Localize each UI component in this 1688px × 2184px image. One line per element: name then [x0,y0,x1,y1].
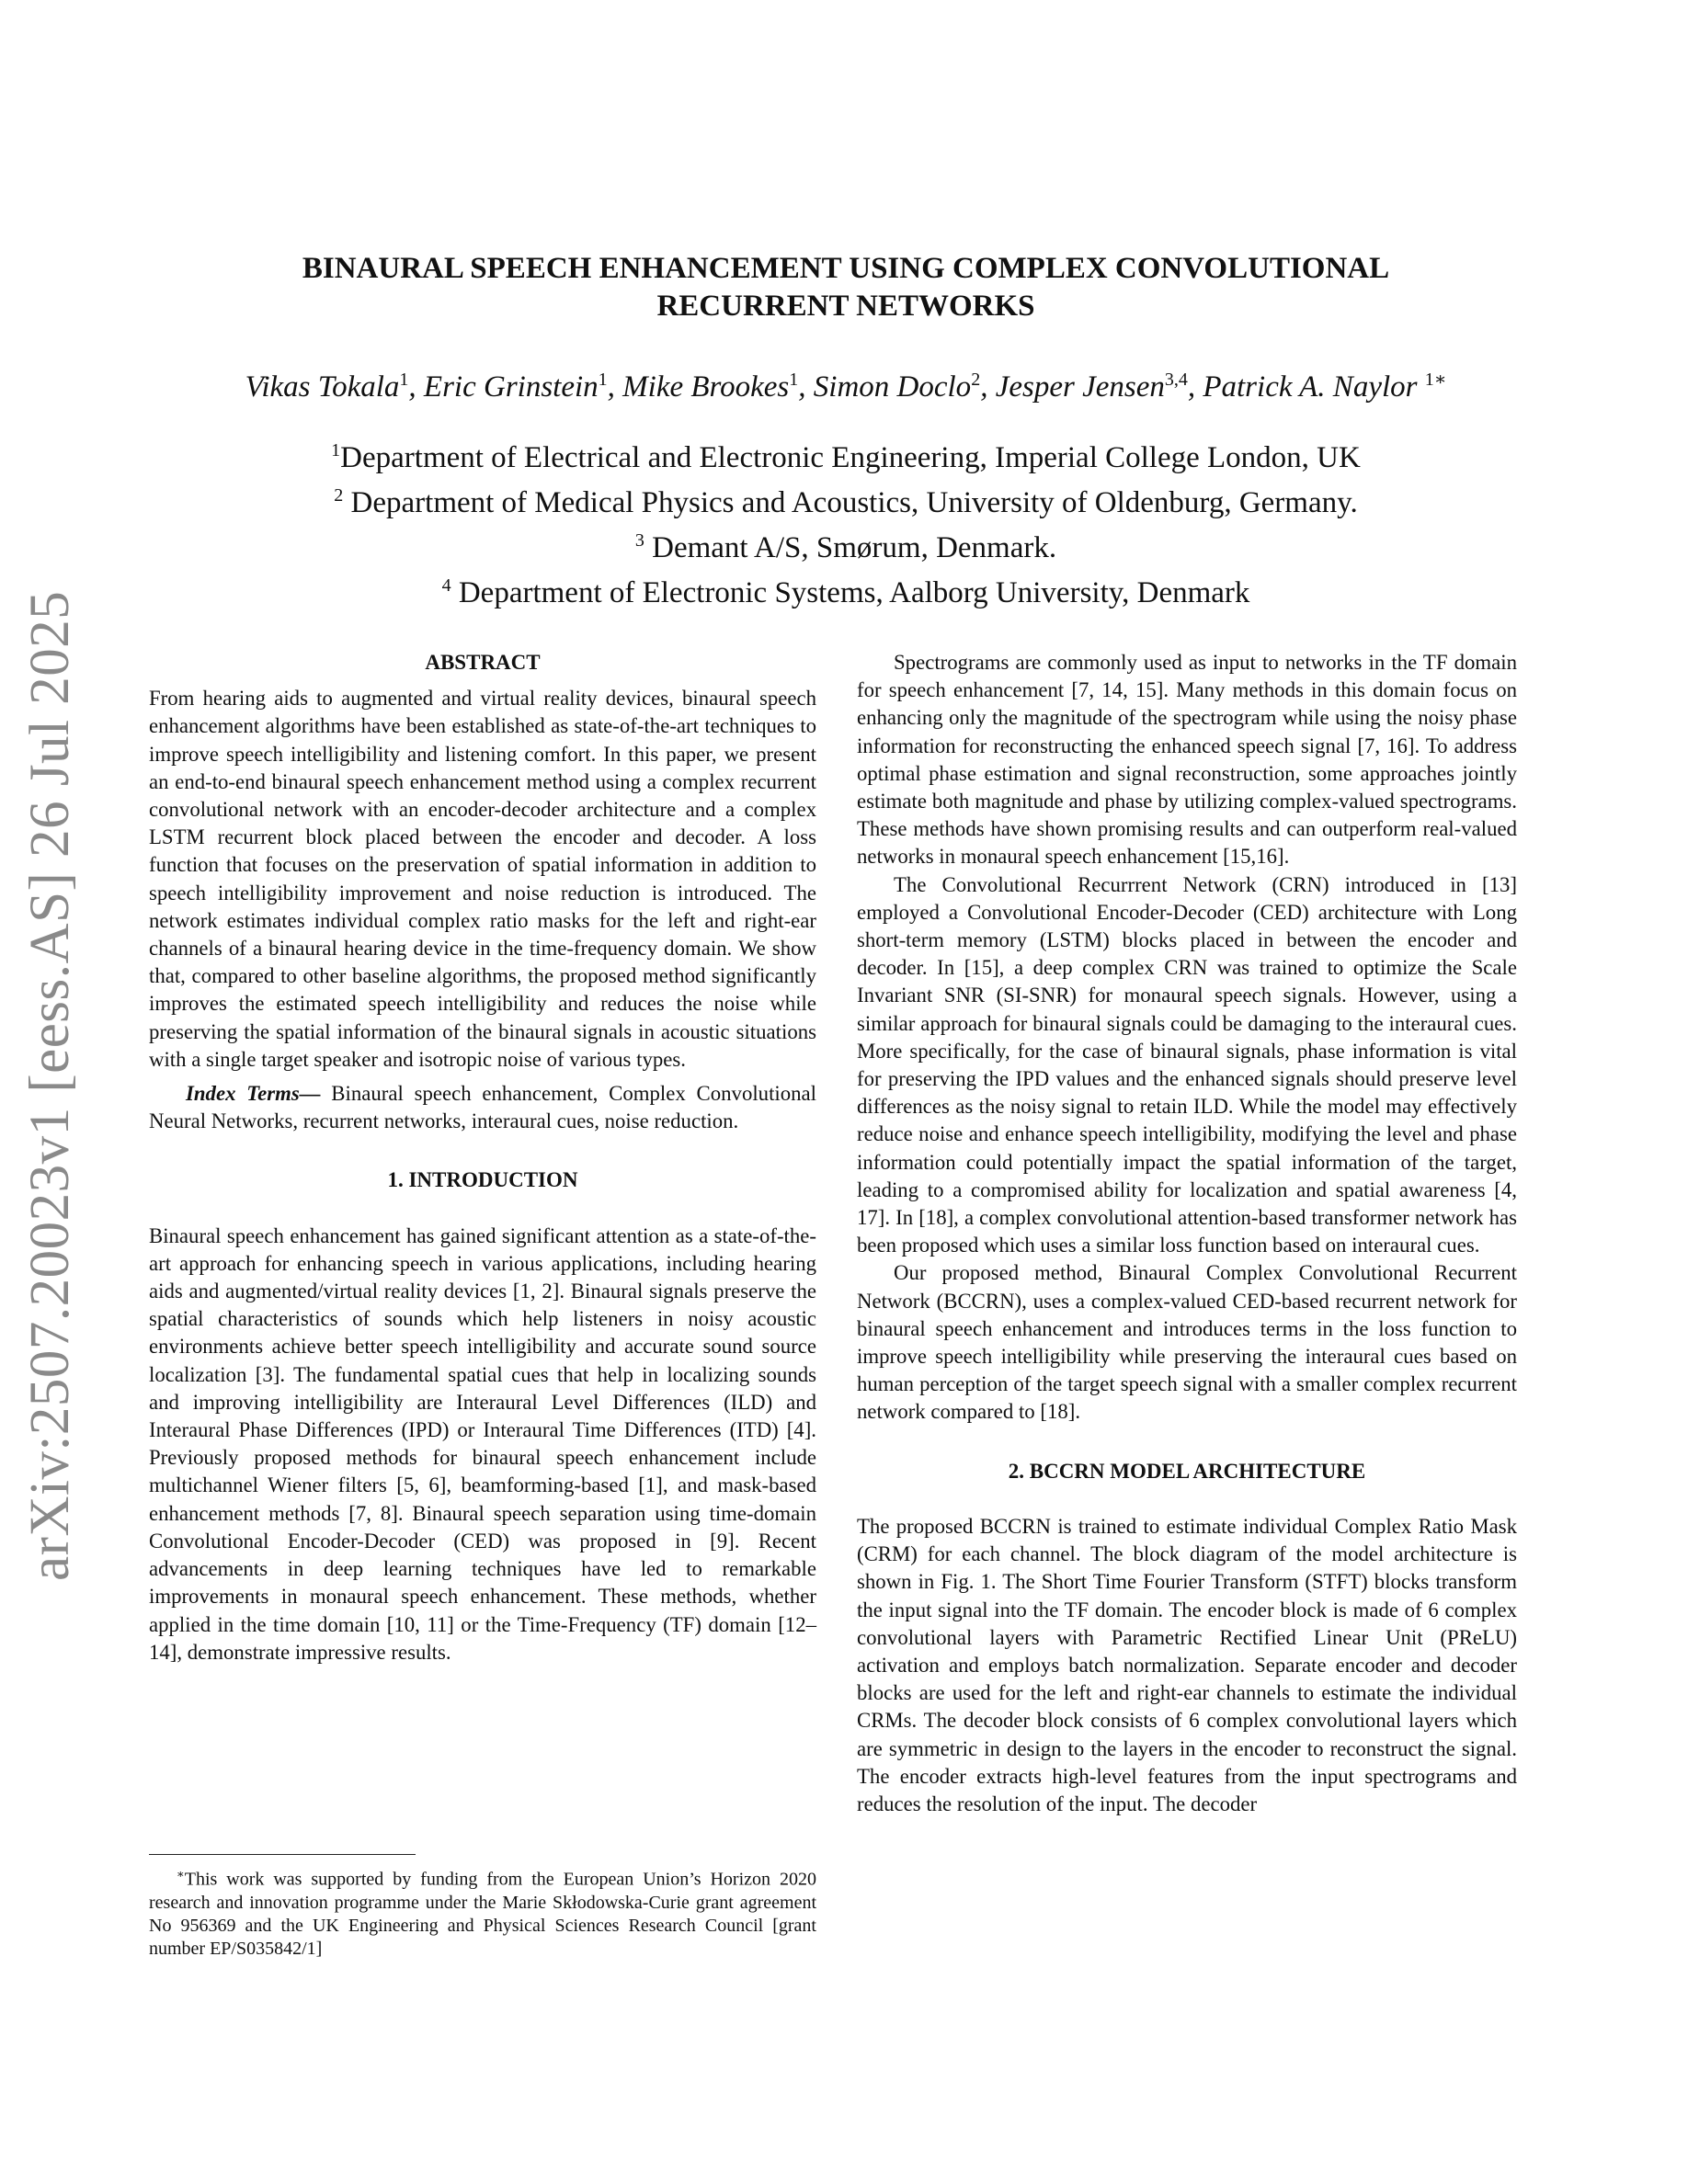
affiliation: $^3$ Demant A/S, Smørum, Denmark. [634,530,1057,564]
footnote-rule [149,1854,416,1855]
author-affil-mark: 1 [399,370,409,390]
affiliation: $^1$Department of Electrical and Electronic Engineering, Imperial College London, UK [331,440,1361,474]
right-column [857,649,1517,1818]
affiliation-list [147,432,1545,612]
body-paragraph: Spectrograms are commonly used as input to networks in the TF domain for speech enhancement [7, 14, 15]. Many methods in this domain focus on enhancing only the magnitude of the spectrogram while using the noisy phase information for reconstructing the enhanced speech signal [7, 16]. To address optimal phase estimation and signal reconstruction, some approaches jointly estimate both magnitude and phase by utilizing complex-valued spectrograms. These methods have shown promising results and can outperform real-valued networks in monaural speech enhancement [15,16]. [857,651,1517,869]
footnote-text: This work was supported by funding from the European Union’s Horizon 2020 research and innovation programme under the Marie Skłodowska-Curie grant agreement No 956369 and the UK Engineering and Physical Sciences Research Council [grant number EP/S035842/1] [149,1869,816,1959]
affiliation: $^2$ Department of Medical Physics and Acoustics, University of Oldenburg, Germany. [334,485,1358,519]
footnote [149,1862,816,1961]
abstract-heading: ABSTRACT [425,651,541,674]
index-terms [149,1080,816,1135]
footnote-mark: ∗ [176,1867,185,1881]
author-name: Simon Doclo [813,370,972,404]
title-line-2: RECURRENT NETWORKS [656,290,1035,323]
author-affil-mark: 1 [789,370,799,390]
author-affil-mark: 3,4 [1164,370,1188,390]
author-affil-mark: 1 [598,370,608,390]
author-name: Eric Grinstein [423,370,599,404]
title-line-1: BINAURAL SPEECH ENHANCEMENT USING COMPLEX CONVOLUTIONAL [302,252,1390,285]
index-terms-text: Binaural speech enhancement, Complex Convolutional Neural Networks, recurrent networks, interaural cues, noise reduction. [149,1082,816,1133]
author-name: Mike Brookes [622,370,790,404]
left-column [149,649,816,1666]
introduction-text: Binaural speech enhancement has gained significant attention as a state-of-the-art approach for enhancing speech in various applications, including hearing aids and augmented/virtual reality devices [1, 2]. Binaural signals preserve the spatial characteristics of sounds which help listeners in noisy acoustic environments achieve better speech intelligibility and accurate sound source localization [3]. The fundamental spatial cues that help in localizing sounds and improving intelligibility are Interaural Level Differences (ILD) and Interaural Phase Differences (IPD) or Interaural Time Differences (ITD) [4]. Previously proposed methods for binaural speech enhancement include multichannel Wiener filters [5, 6], beamforming-based [1], and mask-based enhancement methods [7, 8]. Binaural speech separation using time-domain Convolutional Encoder-Decoder (CED) was proposed in [9]. Recent advancements in deep learning techniques have led to remarkable improvements in monaural speech enhancement. These methods, whether applied in the time domain [10, 11] or the Time-Frequency (TF) domain [12–14], demonstrate impressive results. [149,1223,816,1664]
author-name: Vikas Tokala [245,370,400,404]
paper-title [147,250,1545,325]
author-name: Patrick A. Naylor [1203,370,1418,404]
model-architecture-text: The proposed BCCRN is trained to estimate individual Complex Ratio Mask (CRM) for each channel. The block diagram of the model architecture is shown in Fig. 1. The Short Time Fourier Transform (STFT) blocks transform the input signal into the TF domain. The encoder block is made of 6 complex convolutional layers with Parametric Rectified Linear Unit (PReLU) activation and employs batch normalization. Separate encoder and decoder blocks are used for the left and right-ear channels to estimate the individual CRMs. The decoder block consists of 6 complex convolutional layers which are symmetric in design to the layers in the encoder to reconstruct the signal. The encoder extracts high-level features from the input spectrograms and reduces the resolution of the input. The decoder [857,1514,1517,1815]
abstract-text: From hearing aids to augmented and virtual reality devices, binaural speech enhancement algorithms have been established as state-of-the-art techniques to improve speech intelligibility and listening comfort. In this paper, we present an end-to-end binaural speech enhancement method using a complex recurrent convolutional network with an encoder-decoder architecture and a complex LSTM recurrent block placed between the encoder and decoder. A loss function that focuses on the preservation of spatial information in addition to speech intelligibility improvement and noise reduction is introduced. The network estimates individual complex ratio masks for the left and right-ear channels of a binaural hearing device in the time-frequency domain. We show that, compared to other baseline algorithms, the proposed method significantly improves the estimated speech intelligibility and reduces the noise while preserving the spatial information of the binaural signals in acoustic situations with a single target speaker and isotropic noise of various types. [149,687,816,1071]
author-name: Jesper Jensen [995,370,1165,404]
author-list: Vikas Tokala$^1$, Eric Grinstein$^1$, Mike Brookes$^1$, Simon Doclo$^2$, Jesper Jensen$^{3,4}$, Patrick A. Naylor $^{1∗}$ [245,370,1447,404]
body-paragraph: Our proposed method, Binaural Complex Convolutional Recurrent Network (BCCRN), uses a complex-valued CED-based recurrent network for binaural speech enhancement and introduces terms in the loss function to improve speech intelligibility while preserving the interaural cues based on human perception of the target speech signal with a smaller complex recurrent network compared to [18]. [857,1261,1517,1424]
author-affil-mark: 2 [971,370,981,390]
index-terms-label: Index Terms— [186,1082,321,1106]
model-architecture-heading: 2. BCCRN MODEL ARCHITECTURE [1008,1459,1366,1483]
affiliation: $^4$ Department of Electronic Systems, Aalborg University, Denmark [441,575,1250,609]
author-affil-mark: 1∗ [1424,370,1447,390]
body-paragraph: The Convolutional Recurrrent Network (CRN) introduced in [13] employed a Convolutional Encoder-Decoder (CED) architecture with Long short-term memory (LSTM) blocks placed in between the encoder and decoder. In [15], a deep complex CRN was trained to optimize the Scale Invariant SNR (SI-SNR) for monaural speech signals. However, using a similar approach for binaural signals could be damaging to the interaural cues. More specifically, for the case of binaural signals, phase information is vital for preserving the IPD values and the enhanced signals should preserve level differences as the noisy signal to retain ILD. While the model may effectively reduce noise and enhance speech intelligibility, modifying the level and phase information could potentially impact the spatial information of the target, leading to a compromised ability for localization and spatial awareness [4, 17]. In [18], a complex convolutional attention-based transformer network has been proposed which uses a similar loss function based on interaural cues. [857,872,1517,1257]
introduction-heading: 1. INTRODUCTION [387,1168,578,1192]
arxiv-identifier: arXiv:2507.20023v1 [eess.AS] 26 Jul 2025 [19,590,81,1581]
